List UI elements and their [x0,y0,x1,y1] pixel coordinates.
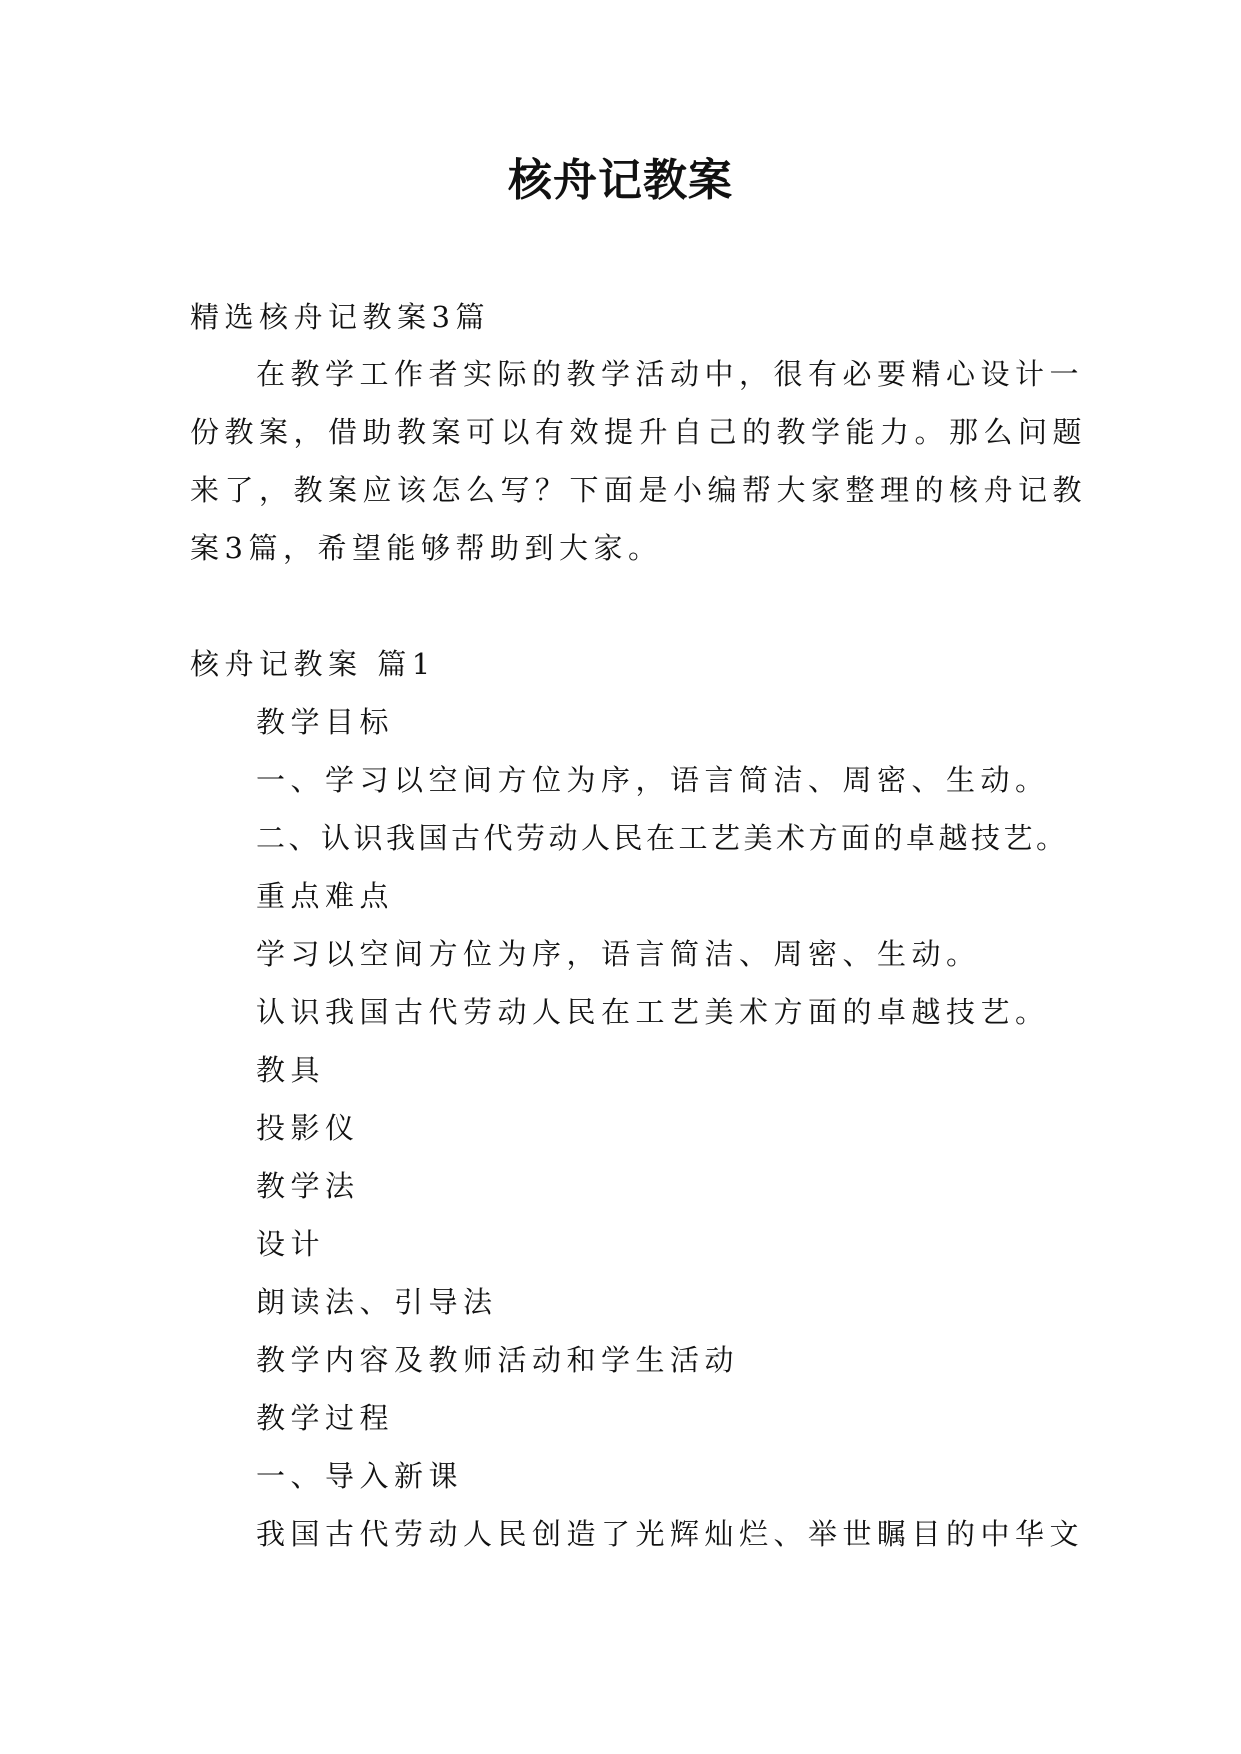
section-line: 教具 [256,1053,326,1087]
section-line: 教学法 [256,1169,360,1203]
section-line: 我国古代劳动人民创造了光辉灿烂、举世瞩目的中华文 [256,1517,1085,1551]
section-line: 朗读法、引导法 [256,1285,498,1319]
intro-line: 来了，教案应该怎么写？下面是小编帮大家整理的核舟记教 [190,473,1088,507]
document-title: 核舟记教案 [508,155,733,206]
section-line: 一、导入新课 [256,1459,464,1493]
section-line: 二、认识我国古代劳动人民在工艺美术方面的卓越技艺。 [256,821,1069,855]
intro-line: 在教学工作者实际的教学活动中，很有必要精心设计一 [256,357,1085,391]
subtitle: 精选核舟记教案3篇 [190,300,490,334]
section-line: 重点难点 [256,879,395,913]
section-line: 教学目标 [256,705,395,739]
section-line: 设计 [256,1227,326,1261]
section-line: 教学内容及教师活动和学生活动 [256,1343,740,1377]
intro-line: 案3篇，希望能够帮助到大家。 [190,531,663,565]
section-line: 认识我国古代劳动人民在工艺美术方面的卓越技艺。 [256,995,1050,1029]
section-line: 投影仪 [256,1111,360,1145]
section-line: 学习以空间方位为序，语言简洁、周密、生动。 [256,937,981,971]
section-line: 一、学习以空间方位为序，语言简洁、周密、生动。 [256,763,1050,797]
section-heading: 核舟记教案 篇1 [190,647,436,681]
intro-line: 份教案，借助教案可以有效提升自己的教学能力。那么问题 [190,415,1088,449]
section-line: 教学过程 [256,1401,395,1435]
